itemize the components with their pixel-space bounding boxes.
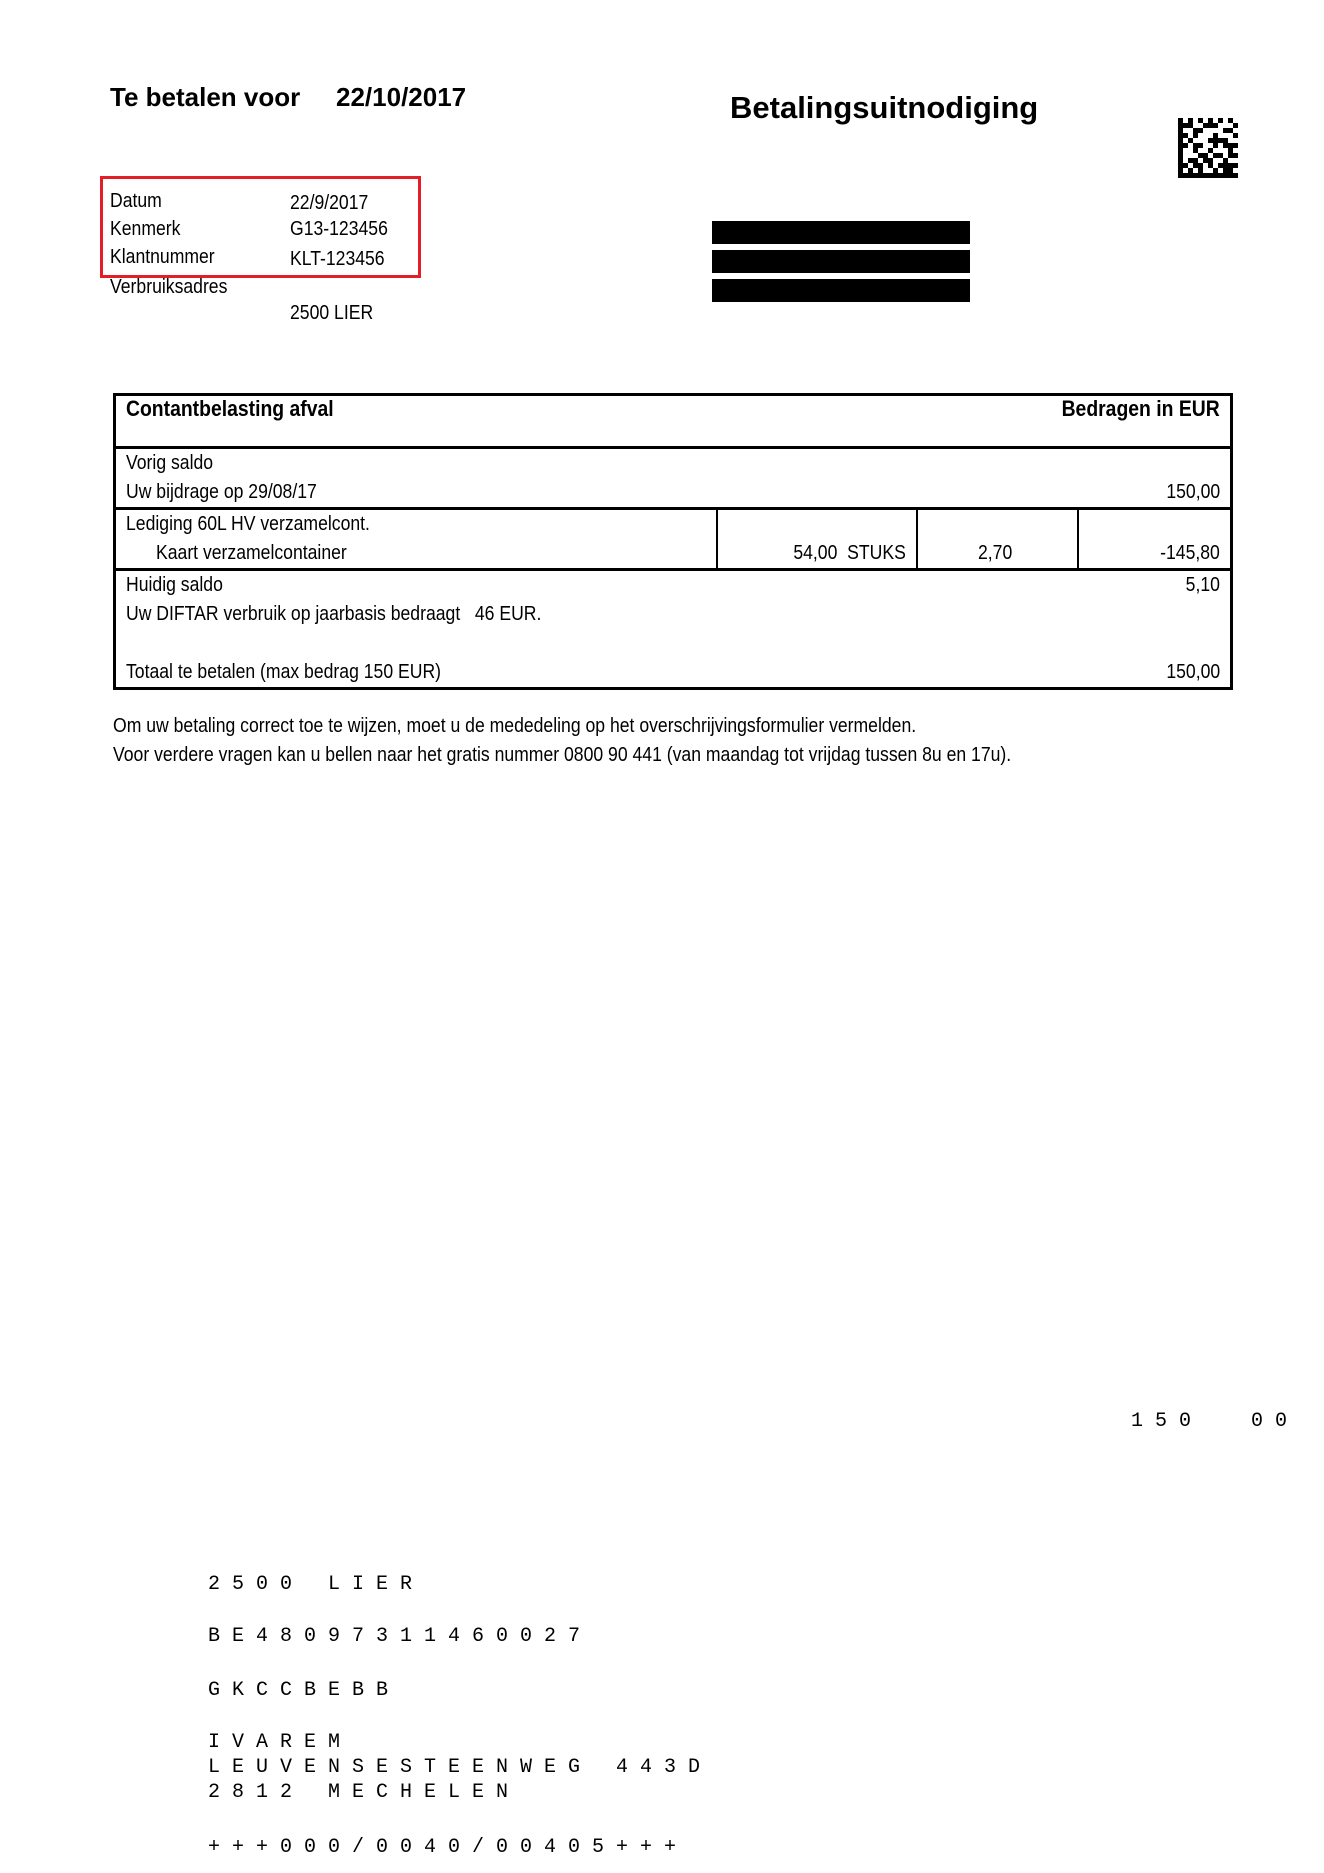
slip-beneficiary-name: IVAREM	[208, 1731, 353, 1754]
kaart-label: Kaart verzamelcontainer	[156, 542, 347, 564]
totaal-amount: 150,00	[1166, 661, 1220, 683]
slip-payer-city: 2500 LIER	[208, 1573, 425, 1596]
table-row	[115, 658, 1232, 689]
quantity-value: 54,00 STUKS	[793, 542, 907, 564]
vorig-saldo-label: Vorig saldo	[126, 452, 214, 474]
redacted-block	[712, 279, 970, 302]
huidig-saldo-label: Huidig saldo	[126, 574, 223, 596]
document-title: Betalingsuitnodiging	[730, 90, 1039, 125]
bijdrage-label: Uw bijdrage op 29/08/17	[126, 481, 317, 503]
slip-amount: 150 00	[1131, 1410, 1300, 1433]
datum-value: 22/9/2017	[290, 192, 369, 214]
redacted-block	[712, 250, 970, 273]
lediging-amount: -145,80	[1160, 542, 1220, 564]
redacted-block	[712, 221, 970, 244]
verbruiksadres-value: 2500 LIER	[290, 302, 374, 324]
table-row	[115, 539, 1232, 570]
totaal-label: Totaal te betalen (max bedrag 150 EUR)	[126, 661, 442, 683]
klantnummer-label: Klantnummer	[110, 246, 215, 268]
verbruiksadres-label: Verbruiksadres	[110, 276, 228, 298]
invoice-table	[113, 393, 1233, 690]
kenmerk-label: Kenmerk	[110, 218, 181, 240]
table-row	[115, 448, 1232, 479]
huidig-saldo-amount: 5,10	[1185, 574, 1220, 596]
lediging-label: Lediging 60L HV verzamelcont.	[126, 513, 370, 535]
slip-iban: BE48097311460027	[208, 1625, 593, 1648]
table-row	[115, 600, 1232, 629]
due-label: Te betalen voor	[110, 82, 301, 112]
datum-label: Datum	[110, 190, 162, 212]
currency-header: Bedragen in EUR	[1061, 396, 1220, 421]
due-date: 22/10/2017	[336, 82, 467, 112]
table-header-row	[115, 395, 1232, 448]
table-row	[115, 509, 1232, 540]
datamatrix-code	[1178, 118, 1238, 178]
diftar-text: Uw DIFTAR verbruik op jaarbasis bedraagt 46 EUR.	[126, 603, 542, 625]
slip-beneficiary-street: LEUVENSESTEENWEG 443D	[208, 1756, 713, 1779]
table-row	[115, 478, 1232, 509]
slip-bic: GKCCBEBB	[208, 1679, 401, 1702]
kenmerk-value: G13-123456	[290, 218, 388, 240]
unit-price: 2,70	[978, 542, 1013, 564]
slip-structured-communication: +++000/0040/00405+++	[208, 1836, 689, 1859]
table-row	[115, 570, 1232, 601]
bijdrage-amount: 150,00	[1166, 481, 1220, 503]
klantnummer-value: KLT-123456	[290, 248, 385, 270]
table-title: Contantbelasting afval	[126, 396, 334, 421]
note-line-2: Voor verdere vragen kan u bellen naar het gratis nummer 0800 90 441 (van maandag tot vrijdag tussen 8u en 17u).	[113, 744, 1012, 766]
note-line-1: Om uw betaling correct toe te wijzen, moet u de mededeling op het overschrijvingsformulier vermelden.	[113, 715, 917, 737]
slip-beneficiary-city: 2812 MECHELEN	[208, 1781, 521, 1804]
table-row	[115, 629, 1232, 658]
